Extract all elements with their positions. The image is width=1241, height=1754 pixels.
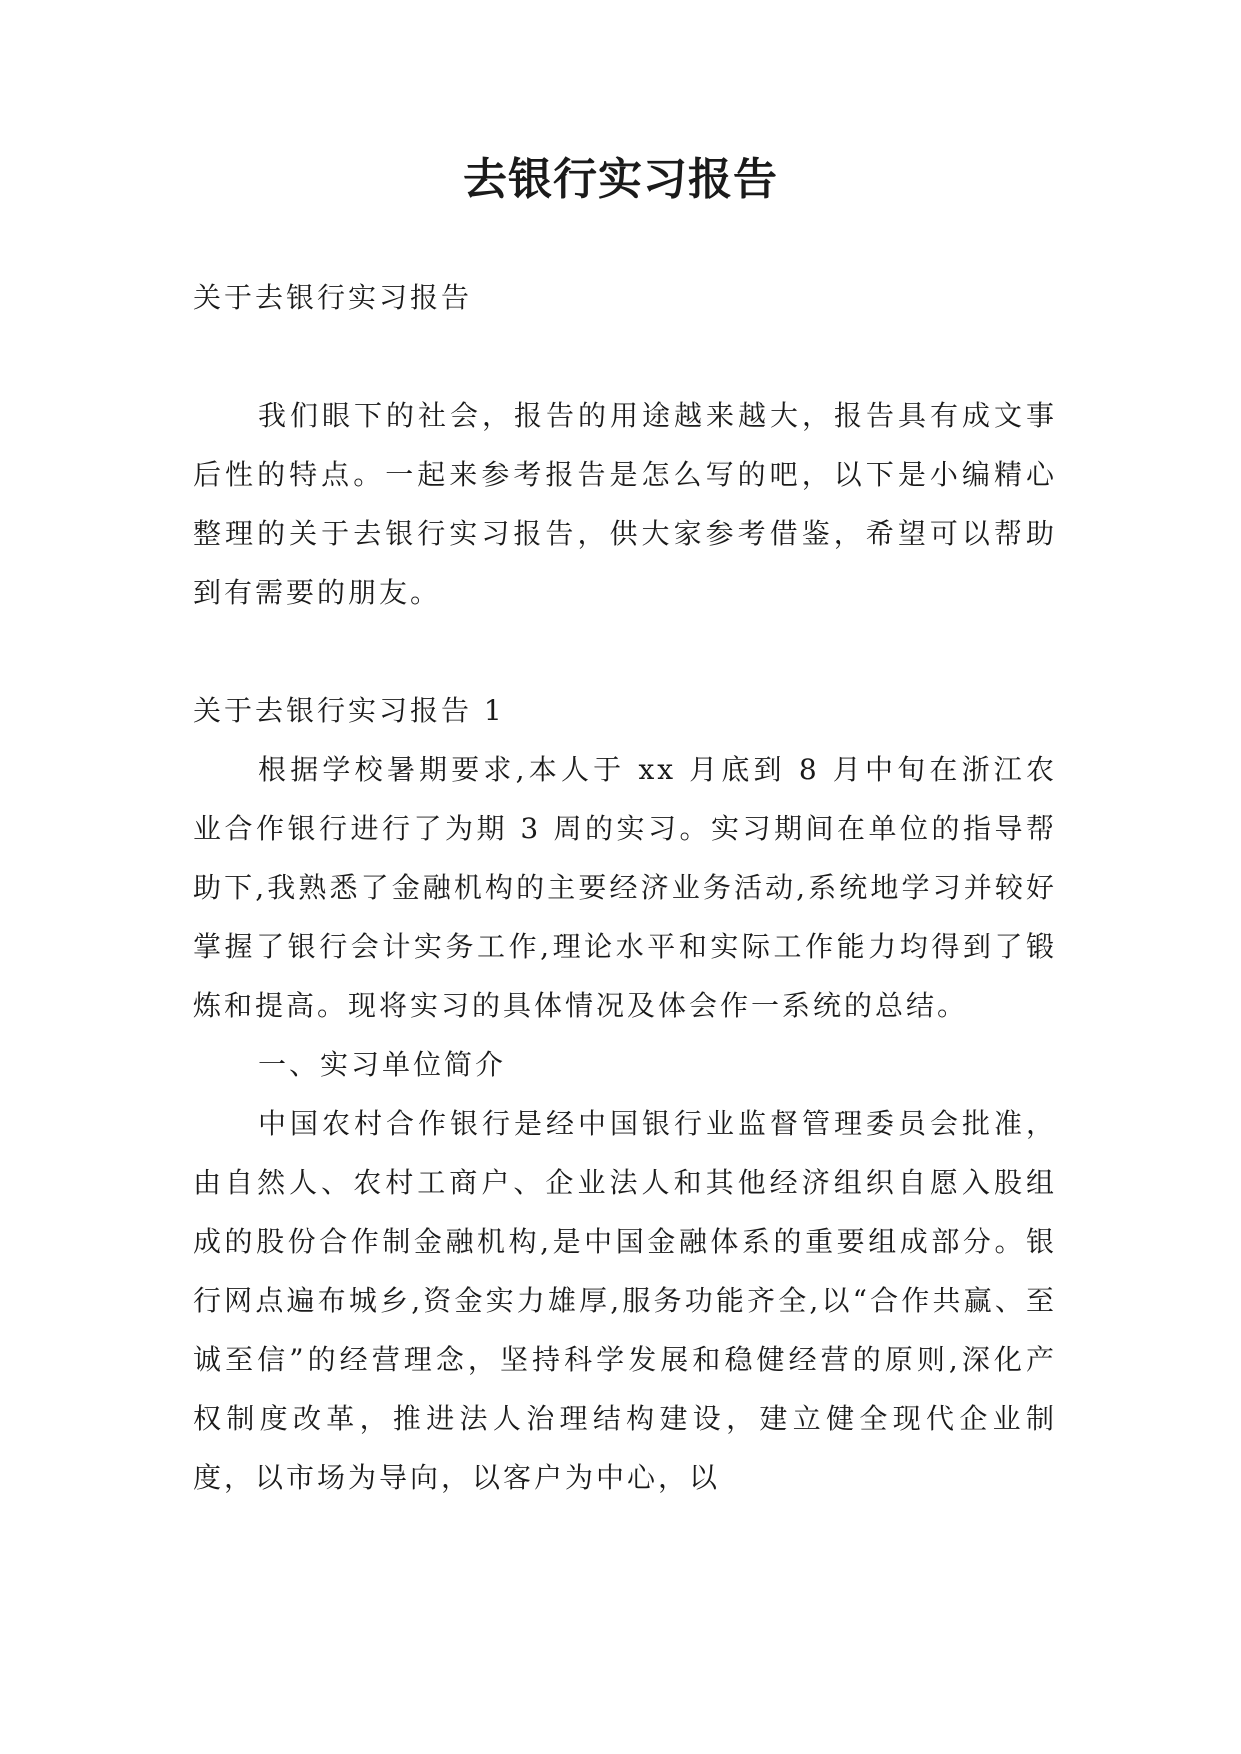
section-heading: 关于去银行实习报告 1 xyxy=(193,694,505,727)
intro-paragraph: 我们眼下的社会，报告的用途越来越大，报告具有成文事后性的特点。一起来参考报告是怎么写的吧，以下是小编精心整理的关于去银行实习报告，供大家参考借鉴，希望可以帮助到有需要的朋友。 xyxy=(193,399,1057,609)
document-subtitle: 关于去银行实习报告 xyxy=(193,281,473,314)
body-paragraph-1: 根据学校暑期要求,本人于 xx 月底到 8 月中旬在浙江农业合作银行进行了为期 3 周的实习。实习期间在单位的指导帮助下,我熟悉了金融机构的主要经济业务活动,系统地学习并较好掌握了银行会计实务工作,理论水平和实际工作能力均得到了锻炼和提高。现将实习的具体情况及体会作一系统的总结。 xyxy=(193,753,1057,1022)
document-body xyxy=(193,281,1057,1507)
document-title: 去银行实习报告 xyxy=(463,154,778,205)
subheading-internship-unit: 一、实习单位简介 xyxy=(258,1048,507,1081)
body-paragraph-2: 中国农村合作银行是经中国银行业监督管理委员会批准，由自然人、农村工商户、企业法人和其他经济组织自愿入股组成的股份合作制金融机构,是中国金融体系的重要组成部分。银行网点遍布城乡,资金实力雄厚,服务功能齐全,以“合作共赢、至诚至信”的经营理念，坚持科学发展和稳健经营的原则,深化产权制度改革，推进法人治理结构建设，建立健全现代企业制度，以市场为导向，以客户为中心，以 xyxy=(193,1107,1057,1494)
